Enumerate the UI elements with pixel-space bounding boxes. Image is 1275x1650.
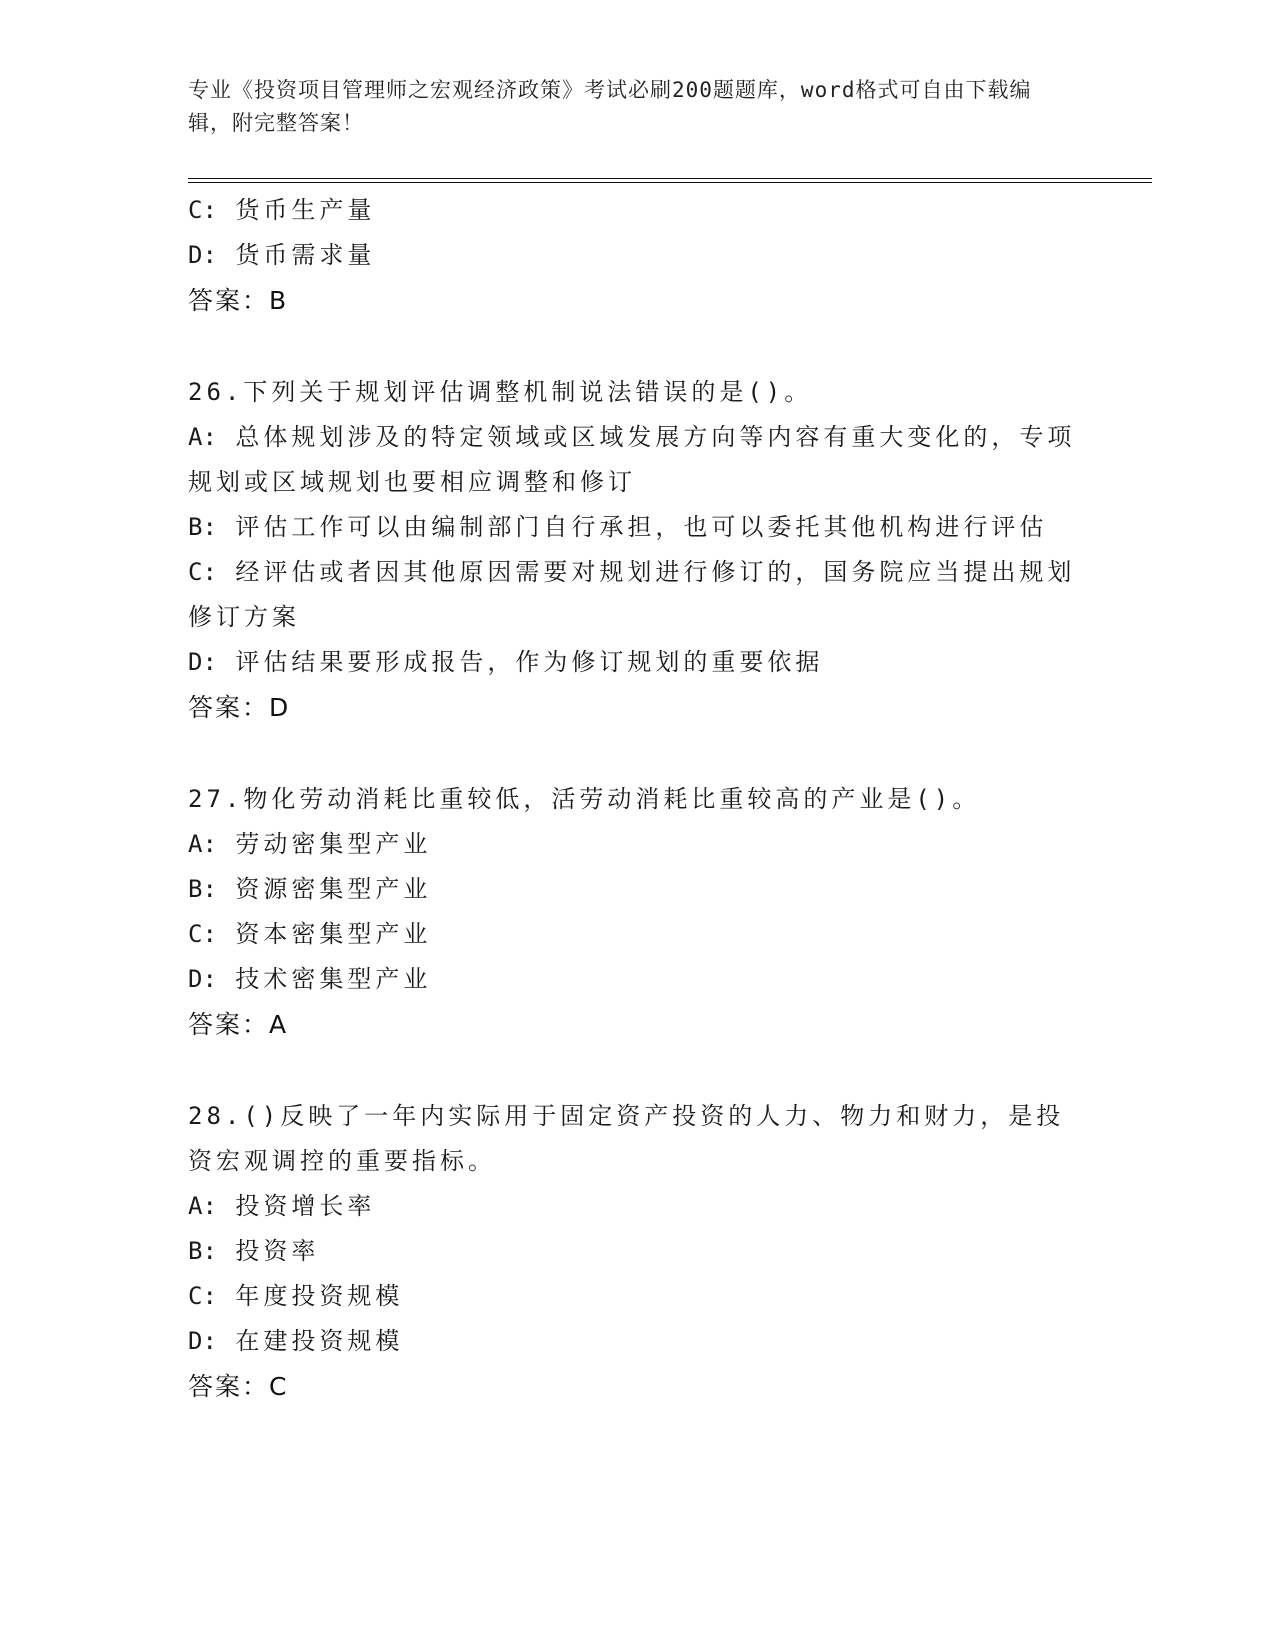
option-key: C: <box>188 1282 217 1310</box>
question-block-27 <box>188 777 1078 1048</box>
option-key: D: <box>188 965 217 993</box>
question-block-25 <box>188 188 1078 324</box>
option-d <box>188 1319 1078 1364</box>
spacer <box>188 731 1078 777</box>
answer-line: 答案：B <box>188 286 289 315</box>
option-key: C: <box>188 196 217 224</box>
option-key: B: <box>188 513 217 541</box>
option-a <box>188 415 1078 505</box>
option-key: C: <box>188 558 217 586</box>
question-block-26 <box>188 370 1078 731</box>
option-key: D: <box>188 1327 217 1355</box>
option-key: B: <box>188 875 217 903</box>
option-text: 在建投资规模 <box>235 1327 404 1355</box>
option-a <box>188 822 1078 867</box>
option-text: 资本密集型产业 <box>235 920 432 948</box>
header-divider-top <box>188 178 1152 179</box>
option-c <box>188 912 1078 957</box>
question-stem: 28.()反映了一年内实际用于固定资产投资的人力、物力和财力，是投资宏观调控的重要指标。 <box>188 1102 1065 1175</box>
question-stem: 27.物化劳动消耗比重较低，活劳动消耗比重较高的产业是()。 <box>188 785 981 813</box>
option-text: 货币生产量 <box>235 196 376 224</box>
option-text: 技术密集型产业 <box>235 965 432 993</box>
question-list <box>188 188 1078 1410</box>
option-text: 经评估或者因其他原因需要对规划进行修订的，国务院应当提出规划修订方案 <box>188 558 1076 631</box>
header-divider-bottom <box>188 182 1152 183</box>
document-header: 专业《投资项目管理师之宏观经济政策》考试必刷200题题库，word格式可自由下载编辑，附完整答案！ <box>188 78 1032 135</box>
option-b <box>188 1229 1078 1274</box>
spacer <box>188 1048 1078 1094</box>
answer-line: 答案：C <box>188 1372 289 1401</box>
option-text: 资源密集型产业 <box>235 875 432 903</box>
question-block-28 <box>188 1094 1078 1410</box>
option-a <box>188 1184 1078 1229</box>
option-key: B: <box>188 1237 217 1265</box>
option-text: 评估工作可以由编制部门自行承担，也可以委托其他机构进行评估 <box>235 513 1048 541</box>
option-d <box>188 640 1078 685</box>
option-b <box>188 867 1078 912</box>
answer-line: 答案：D <box>188 693 291 722</box>
option-text: 投资增长率 <box>235 1192 376 1220</box>
option-c <box>188 550 1078 640</box>
option-text: 劳动密集型产业 <box>235 830 432 858</box>
option-text: 总体规划涉及的特定领域或区域发展方向等内容有重大变化的，专项规划或区域规划也要相应调整和修订 <box>188 423 1076 496</box>
option-key: C: <box>188 920 217 948</box>
option-d <box>188 957 1078 1002</box>
option-key: A: <box>188 1192 217 1220</box>
question-stem: 26.下列关于规划评估调整机制说法错误的是()。 <box>188 378 813 406</box>
option-c <box>188 1274 1078 1319</box>
option-b <box>188 505 1078 550</box>
option-key: A: <box>188 830 217 858</box>
option-key: D: <box>188 648 217 676</box>
answer-line: 答案：A <box>188 1010 289 1039</box>
option-key: A: <box>188 423 217 451</box>
option-text: 年度投资规模 <box>235 1282 404 1310</box>
option-key: D: <box>188 241 217 269</box>
option-text: 评估结果要形成报告，作为修订规划的重要依据 <box>235 648 824 676</box>
option-c <box>188 188 1078 233</box>
option-d <box>188 233 1078 278</box>
option-text: 投资率 <box>235 1237 320 1265</box>
option-text: 货币需求量 <box>235 241 376 269</box>
spacer <box>188 324 1078 370</box>
